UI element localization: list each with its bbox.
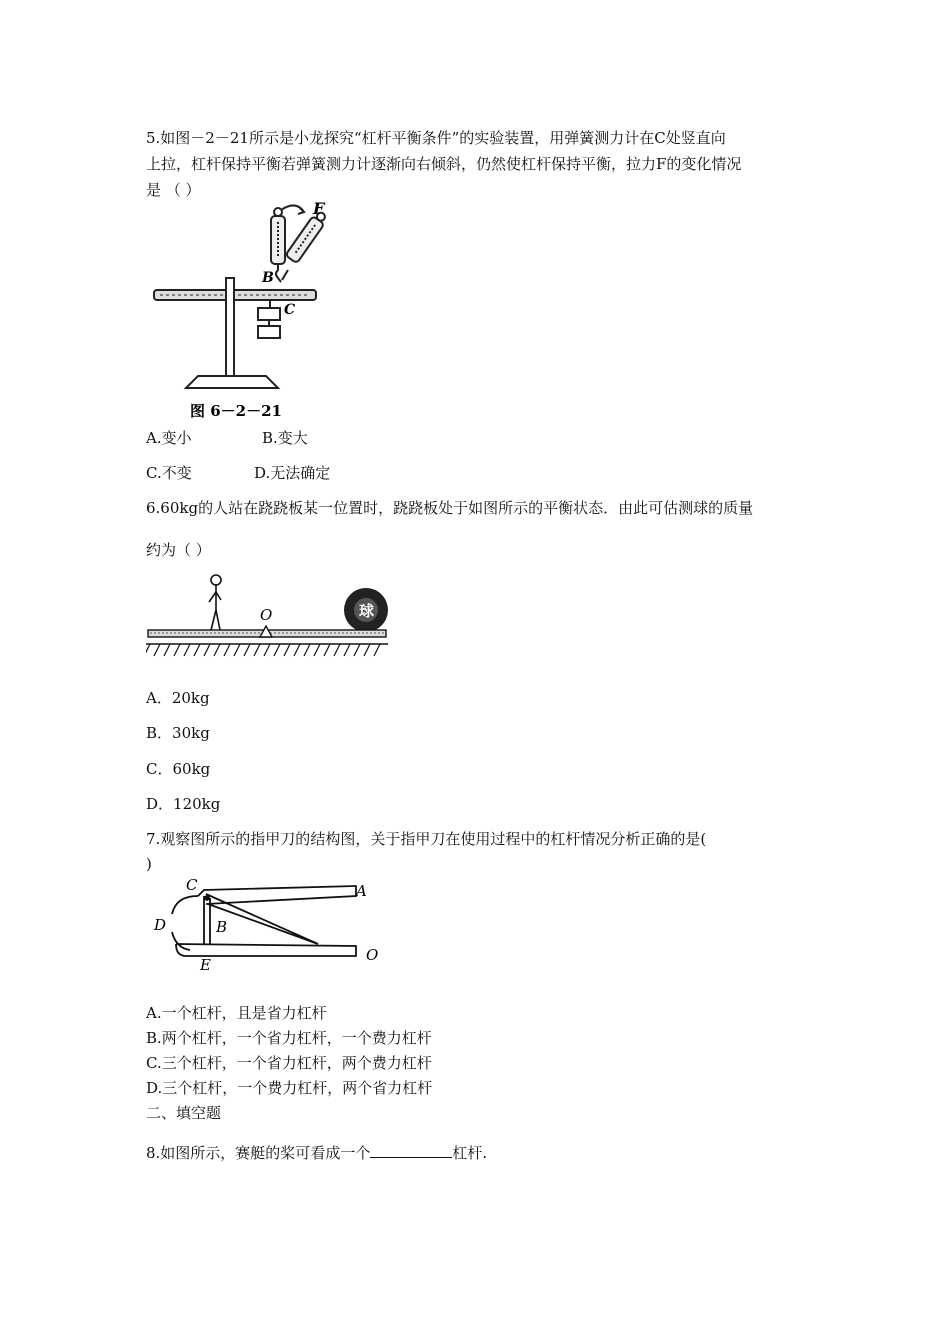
label-a: A: [356, 882, 367, 900]
nail-clipper-figure: [146, 874, 386, 978]
q6-line2: 约为（ ）: [146, 541, 211, 559]
q7-option-d[interactable]: D.三个杠杆，一个费力杠杆，两个省力杠杆: [146, 1079, 433, 1097]
seesaw-figure: [146, 570, 391, 666]
q8-blank[interactable]: [370, 1141, 452, 1158]
label-B: B: [262, 270, 274, 286]
pivot-label: O: [260, 606, 273, 624]
label-e: E: [200, 956, 211, 974]
q5-line3: 是 （ ）: [146, 181, 201, 199]
q5-option-b[interactable]: B.变大: [262, 429, 308, 447]
lever-experiment-figure: [146, 198, 326, 424]
q8-line: [146, 1141, 487, 1163]
label-c: C: [186, 876, 198, 894]
figure-caption: 图 6－2－21: [190, 402, 282, 420]
q5-option-a[interactable]: A.变小: [146, 429, 192, 447]
label-d: D: [154, 916, 167, 934]
q8-suffix: 杠杆.: [452, 1144, 488, 1162]
q6-line1: 6.60kg的人站在跷跷板某一位置时，跷跷板处于如图所示的平衡状态．由此可估测球的质量: [146, 499, 754, 517]
q7-option-a[interactable]: A.一个杠杆，且是省力杠杆: [146, 1004, 327, 1022]
q6-option-d[interactable]: D．120kg: [146, 795, 221, 813]
q5-option-c[interactable]: C.不变: [146, 464, 192, 482]
q7-line2: ): [146, 855, 152, 873]
q7-line1: 7.观察图所示的指甲刀的结构图，关于指甲刀在使用过程中的杠杆情况分析正确的是(: [146, 830, 707, 848]
label-o: O: [366, 946, 379, 964]
q7-option-c[interactable]: C.三个杠杆，一个省力杠杆，两个费力杠杆: [146, 1054, 432, 1072]
label-b: B: [216, 918, 228, 936]
q5-line1: 5.如图－2－21所示是小龙探究“杠杆平衡条件”的实验装置，用弹簧测力计在C处竖直向: [146, 129, 726, 147]
q6-option-a[interactable]: A．20kg: [146, 689, 210, 707]
person-icon: [209, 575, 221, 630]
q5-option-d[interactable]: D.无法确定: [254, 464, 331, 482]
q6-option-b[interactable]: B．30kg: [146, 724, 210, 742]
q5-line2: 上拉，杠杆保持平衡若弹簧测力计逐渐向右倾斜，仍然使杠杆保持平衡，拉力F的变化情况: [146, 155, 742, 173]
q8-prefix: 8.如图所示，赛艇的桨可看成一个: [146, 1144, 371, 1162]
ball-label: 球: [359, 602, 375, 620]
label-C: C: [284, 302, 296, 318]
q7-option-b[interactable]: B.两个杠杆，一个省力杠杆，一个费力杠杆: [146, 1029, 432, 1047]
label-F: F: [313, 199, 325, 218]
section-title: 二、填空题: [146, 1104, 222, 1122]
q6-option-c[interactable]: C．60kg: [146, 760, 211, 778]
